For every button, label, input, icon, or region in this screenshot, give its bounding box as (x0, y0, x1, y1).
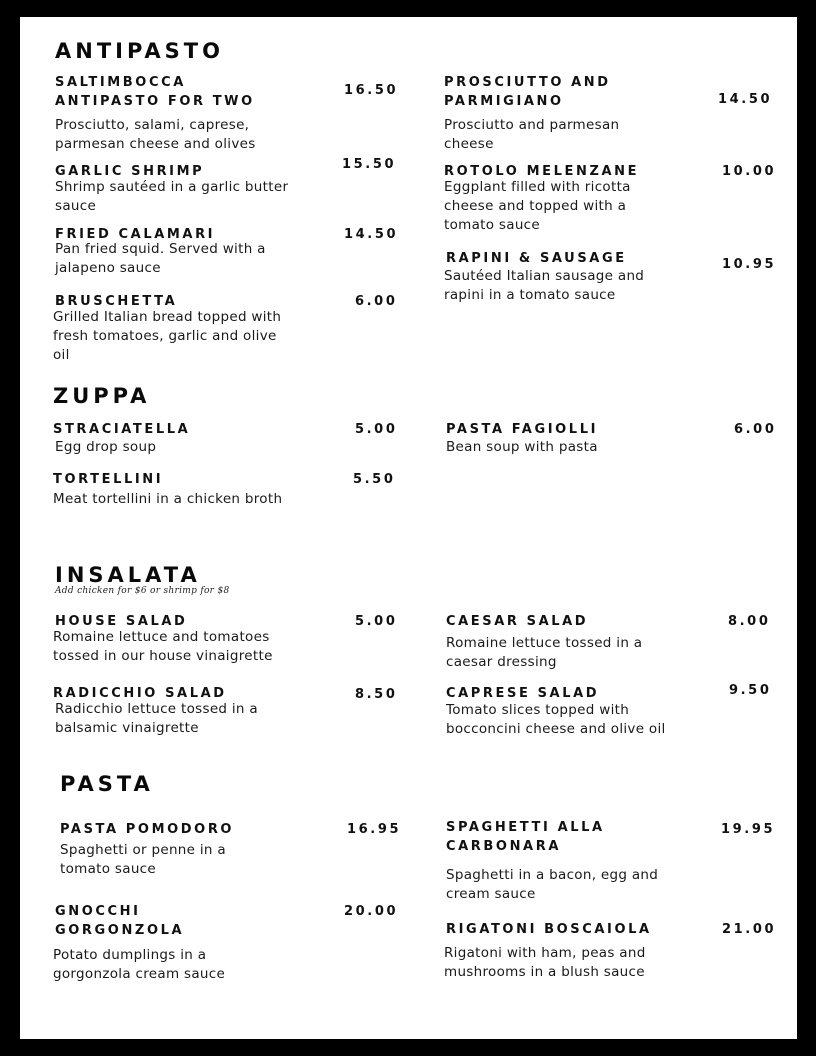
item-price-prosciutto: 14.50 (718, 92, 773, 107)
item-name-rapini: RAPINI & SAUSAGE (446, 251, 627, 266)
item-price-pasta-fagiolli: 6.00 (734, 422, 777, 437)
item-name-garlic-shrimp: GARLIC SHRIMP (55, 164, 205, 179)
item-price-caprese: 9.50 (729, 683, 772, 698)
item-name-carbonara: SPAGHETTI ALLA CARBONARA (446, 820, 605, 854)
section-title-antipasto: ANTIPASTO (55, 39, 224, 63)
item-desc-gnocchi: Potato dumplings in a gorgonzola cream sauce (53, 947, 226, 982)
item-name-house-salad: HOUSE SALAD (55, 614, 188, 629)
section-title-zuppa: ZUPPA (53, 384, 151, 408)
item-desc-bruschetta: Grilled Italian bread topped with fresh tomatoes, garlic and olive oil (53, 309, 282, 363)
item-name-straciatella: STRACIATELLA (53, 422, 191, 437)
item-name-pasta-pomodoro: PASTA POMODORO (60, 822, 235, 837)
menu-page (20, 17, 797, 1039)
item-desc-rotolo: Eggplant filled with ricotta cheese and topped with a tomato sauce (444, 179, 631, 233)
insalata-note: Add chicken for $6 or shrimp for $8 (55, 586, 230, 596)
item-name-rotolo: ROTOLO MELENZANE (444, 164, 640, 179)
item-desc-pasta-pomodoro: Spaghetti or penne in a tomato sauce (60, 842, 226, 877)
item-desc-pasta-fagiolli: Bean soup with pasta (446, 439, 598, 455)
item-price-caesar: 8.00 (728, 614, 771, 629)
item-price-bruschetta: 6.00 (355, 294, 398, 309)
item-desc-rigatoni: Rigatoni with ham, peas and mushrooms in a blush sauce (444, 945, 646, 980)
item-name-caesar: CAESAR SALAD (446, 614, 589, 629)
item-name-caprese: CAPRESE SALAD (446, 686, 600, 701)
item-desc-carbonara: Spaghetti in a bacon, egg and cream sauce (446, 867, 659, 902)
section-title-pasta: PASTA (60, 772, 154, 796)
item-name-pasta-fagiolli: PASTA FAGIOLLI (446, 422, 599, 437)
item-price-straciatella: 5.00 (355, 422, 398, 437)
item-price-rapini: 10.95 (722, 257, 777, 272)
item-desc-rapini: Sautéed Italian sausage and rapini in a tomato sauce (444, 268, 645, 303)
item-price-rotolo: 10.00 (722, 164, 777, 179)
item-price-carbonara: 19.95 (721, 822, 776, 837)
item-name-radicchio: RADICCHIO SALAD (53, 686, 227, 701)
item-desc-garlic-shrimp: Shrimp sautéed in a garlic butter sauce (55, 179, 289, 214)
item-price-radicchio: 8.50 (355, 687, 398, 702)
item-desc-house-salad: Romaine lettuce and tomatoes tossed in our house vinaigrette (53, 629, 273, 664)
item-price-fried-calamari: 14.50 (344, 227, 399, 242)
item-price-tortellini: 5.50 (353, 472, 396, 487)
item-name-fried-calamari: FRIED CALAMARI (55, 227, 216, 242)
item-desc-caprese: Tomato slices topped with bocconcini cheese and olive oil (446, 702, 666, 737)
item-name-saltimbocca: SALTIMBOCCA ANTIPASTO FOR TWO (55, 75, 255, 109)
item-desc-prosciutto: Prosciutto and parmesan cheese (444, 117, 620, 152)
item-name-gnocchi: GNOCCHI GORGONZOLA (55, 904, 185, 938)
item-price-house-salad: 5.00 (355, 614, 398, 629)
item-desc-radicchio: Radicchio lettuce tossed in a balsamic vinaigrette (55, 701, 258, 736)
item-name-tortellini: TORTELLINI (53, 472, 164, 487)
item-name-bruschetta: BRUSCHETTA (55, 294, 178, 309)
item-price-pasta-pomodoro: 16.95 (347, 822, 402, 837)
item-price-saltimbocca: 16.50 (344, 83, 399, 98)
item-desc-saltimbocca: Prosciutto, salami, caprese, parmesan cheese and olives (55, 117, 256, 152)
item-desc-fried-calamari: Pan fried squid. Served with a jalapeno sauce (55, 241, 266, 276)
item-desc-tortellini: Meat tortellini in a chicken broth (53, 491, 283, 507)
item-desc-straciatella: Egg drop soup (55, 439, 157, 455)
item-price-rigatoni: 21.00 (722, 922, 777, 937)
item-price-garlic-shrimp: 15.50 (342, 157, 397, 172)
item-name-rigatoni: RIGATONI BOSCAIOLA (446, 922, 652, 937)
item-name-prosciutto: PROSCIUTTO AND PARMIGIANO (444, 75, 611, 109)
section-title-insalata: INSALATA (55, 563, 201, 587)
item-price-gnocchi: 20.00 (344, 904, 399, 919)
item-desc-caesar: Romaine lettuce tossed in a caesar dressing (446, 635, 643, 670)
